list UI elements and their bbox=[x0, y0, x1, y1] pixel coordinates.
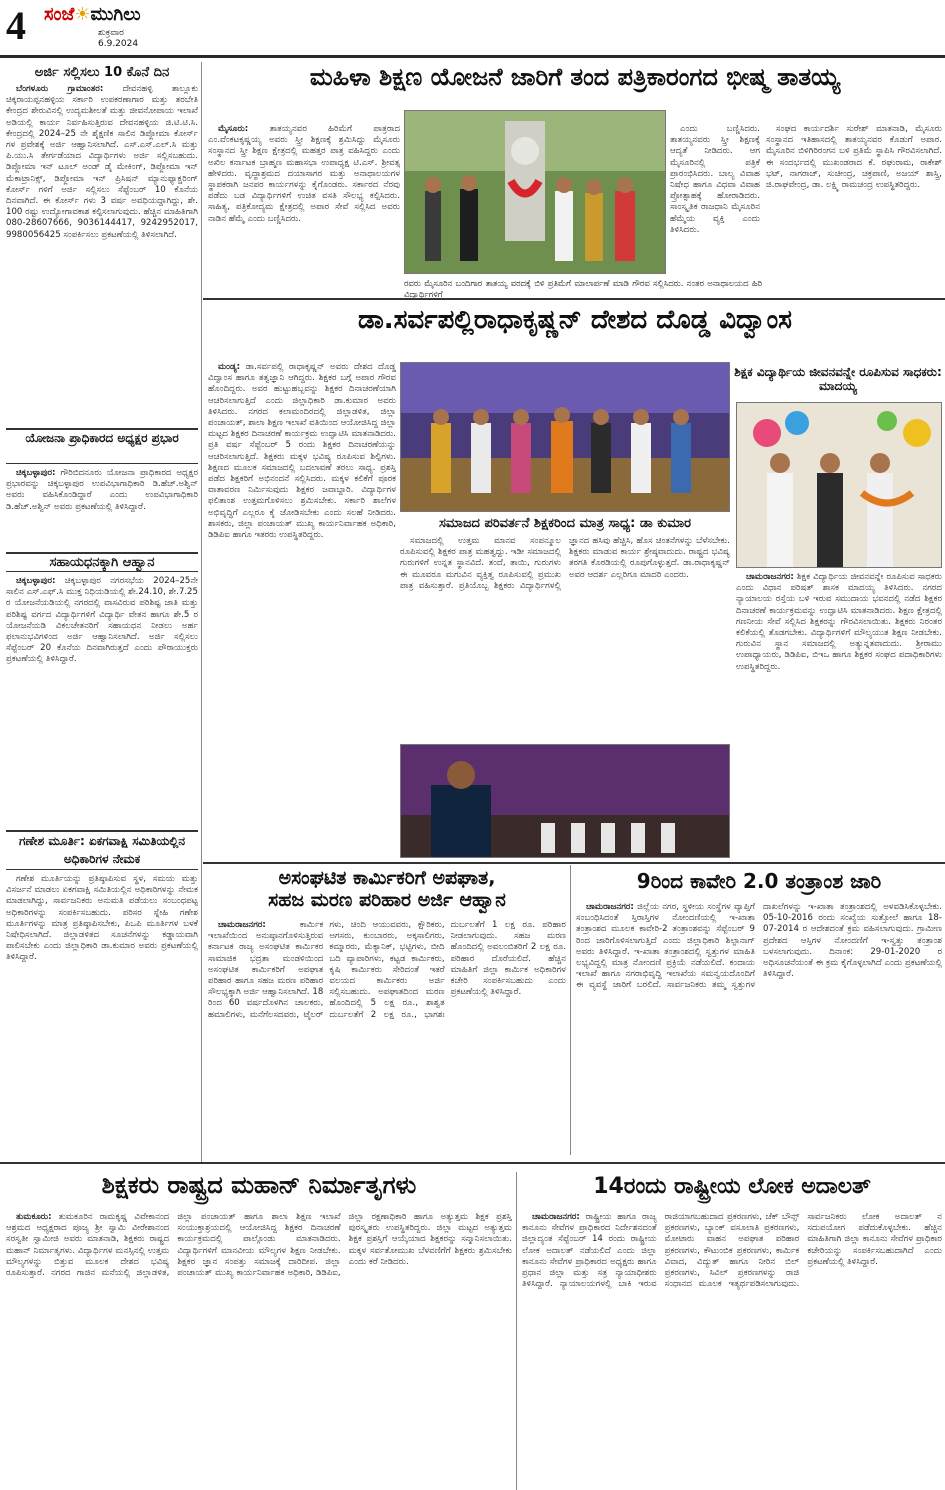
subheadline: ಸಮಾಜದ ಪರಿವರ್ತನೆ ಶಿಕ್ಷಕರಿಂದ ಮಾತ್ರ ಸಾಧ್ಯ: ಡಾ ಕುಮಾರ bbox=[438, 516, 692, 531]
story-text: ಸಮಾಜದಲ್ಲಿ ಉತ್ತಮ ಮಾನವ ಸಂಪನ್ಮೂಲ ರೂಪಿಸುವಲ್ಲಿ ಶಿಕ್ಷಕರ ಪಾತ್ರ ಮಹತ್ವದ್ದು. ಇಡೀ ಸಮಾಜದಲ್ಲಿ ಗುರುಗಳಿಗೆ ಉನ್ನತ ಸ್ಥಾನವಿದೆ. ತಂದೆ, ತಾಯಿ, ಗುರುಗಳು ಈ ಮೂವರೂ ಮಗುವಿನ ವ್ಯಕ್ತಿತ್ವ ರೂಪಿಸುವಲ್ಲಿ ಪ್ರಮುಖ ಪಾತ್ರ ವಹಿಸುತ್ತಾರೆ. ಪ್ರತಿಯೊಬ್ಬ ಶಿಕ್ಷಕರು ವಿದ್ಯಾರ್ಥಿಗಳಲ್ಲಿ ಜ್ಞಾನದ ಹಸಿವು ಹೆಚ್ಚಿಸಿ, ಹೊಸ ಚಿಂತನೆಗಳನ್ನು ಬೆಳೆಸಬೇಕು. ಶಿಕ್ಷಕರು ಮಾಡುವ ಕಾರ್ಯ ಶ್ರೇಷ್ಠವಾದುದು. ರಾಷ್ಟ್ರದ ಭವಿಷ್ಯ ತರಗತಿ ಕೊಠಡಿಯಲ್ಲಿ ರೂಪುಗೊಳ್ಳುತ್ತದೆ. ಡಾ.ರಾಧಾಕೃಷ್ಣನ್ ಅವರ ಆದರ್ಶ ಎಲ್ಲರಿಗೂ ಮಾದರಿ ಎಂದರು. bbox=[400, 536, 730, 591]
story-text: ಸಂಘದ ಕಾರ್ಯದರ್ಶಿ ಸುರೇಶ್ ಮಾತನಾಡಿ, ಮೈಸೂರು ಸಂಸ್ಥಾನದ ಇತಿಹಾಸದಲ್ಲಿ ತಾತಯ್ಯನವರ ಕೊಡುಗೆ ಅಪಾರ. ಮೈಸೂರಿನ ಬಿಳಿಗಿರಿರಂಗನ ಬಳಿ ಪ್ರತಿಮೆ ಸ್ಥಾಪಿಸಿ ಗೌರವಿಸಲಾಗಿದೆ. ಈ ಸಂದರ್ಭದಲ್ಲಿ ಮುಖಂಡರಾದ ಕೆ. ರಘುರಾಮ, ರಾಕೇಶ್ ಭಟ್, ನಾಗರಾಜ್, ಸುಚೀಂದ್ರ, ಚಕ್ರಪಾಣಿ, ಅಜಯ್ ಶಾಸ್ತ್ರಿ, ಜಿ.ರಾಘವೇಂದ್ರ, ಡಾ. ಲಕ್ಷ್ಮಿ ರಾಮಚಂದ್ರ ಉಪಸ್ಥಿತರಿದ್ದರು. bbox=[766, 124, 942, 191]
issue-date: 6.9.2024 bbox=[98, 39, 139, 49]
story-text: ಶಿಕ್ಷಕ ವಿದ್ಯಾರ್ಥಿಯ ಜೀವನವನ್ನೇ ರೂಪಿಸುವ ಸಾಧಕರು ಎಂದು ವಿಧಾನ ಪರಿಷತ್ ಶಾಸಕ ಮಾದಯ್ಯ ತಿಳಿಸಿದರು. ನಗರದ ನ್ಯಾಯಾಲಯ ರಸ್ತೆಯ ಬಳಿ ಇರುವ ಸಮುದಾಯ ಭವನದಲ್ಲಿ ನಡೆದ ಶಿಕ್ಷಕರ ದಿನಾಚರಣೆ ಕಾರ್ಯಕ್ರಮವನ್ನು ಉದ್ಘಾಟಿಸಿ ಮಾತನಾಡಿದರು. ಶಿಕ್ಷಣ ಕ್ಷೇತ್ರದಲ್ಲಿ ಗಣನೀಯ ಸೇವೆ ಸಲ್ಲಿಸಿದ ಶಿಕ್ಷಕರನ್ನು ಗೌರವಿಸಲಾಯಿತು. ಶಿಕ್ಷಕರು ನಿರಂತರ ಕಲಿಕೆಯಲ್ಲಿ ತೊಡಗಬೇಕು. ವಿದ್ಯಾರ್ಥಿಗಳಿಗೆ ಮೌಲ್ಯಯುತ ಶಿಕ್ಷಣ ನೀಡಬೇಕು. ಗುರುವಿನ ಸ್ಥಾನ ಸಮಾಜದಲ್ಲಿ ಅತ್ಯುನ್ನತವಾದುದು. ಶ್ರೀರಾಮು ಉಪಾಧ್ಯಾಯರು, ಡಿಡಿಪಿಐ, ಬಿಇಒ ಹಾಗೂ ಶಿಕ್ಷಕರ ಸಂಘದ ಪದಾಧಿಕಾರಿಗಳು ಉಪಸ್ಥಿತರಿದ್ದರು. bbox=[736, 572, 942, 672]
event-photo bbox=[404, 110, 666, 274]
side-headline: ಶಿಕ್ಷಕ ವಿದ್ಯಾರ್ಥಿಯ ಜೀವನವನ್ನೇ ರೂಪಿಸುವ ಸಾಧಕರು: ಮಾದಯ್ಯ bbox=[734, 365, 942, 393]
story-text: ತಾತಯ್ಯನವರ ಹಿರಿಮೆಗೆ ಪಾತ್ರರಾದ ಎಂ.ವೆಂಕಟಕೃಷ್ಣಯ್ಯ ಅವರು ಸ್ತ್ರೀ ಶಿಕ್ಷಣಕ್ಕೆ ಶ್ರಮಿಸಿದ್ದು ಮೈಸೂರು ಸಂಸ್ಥಾನದ ಸ್ತ್ರೀ ಶಿಕ್ಷಣ ಕ್ಷೇತ್ರದಲ್ಲಿ ಮಹತ್ತರ ಪಾತ್ರ ವಹಿಸಿದ್ದರು ಎಂದು ಅಖಿಲ ಕರ್ನಾಟಕ ಬ್ರಾಹ್ಮಣ ಮಹಾಸಭಾ ಉಪಾಧ್ಯಕ್ಷ ಟಿ.ಎಸ್. ಶ್ರೀವತ್ಸ ಹೇಳಿದರು. ವೃದ್ಧಾಶ್ರಮದ ದಯಾಸಾಗರ ಮತ್ತು ಅನಾಥಾಲಯಗಳ ಸ್ಥಾಪಕರಾಗಿ ಜನಪರ ಕಾರ್ಯಗಳನ್ನು ಕೈಗೊಂಡರು. ಸರ್ಕಾರದ ನೆರವು ಪಡೆದು ಬಡ ವಿದ್ಯಾರ್ಥಿಗಳಿಗೆ ಉಚಿತ ವಸತಿ ಸೌಲಭ್ಯ ಕಲ್ಪಿಸಿದರು. ಸಾಹಿತ್ಯ, ಪತ್ರಿಕೋದ್ಯಮ ಕ್ಷೇತ್ರದಲ್ಲಿ ಅಪಾರ ಸೇವೆ ಸಲ್ಲಿಸಿದ ಅವರು ನಾಡಿನ ಹೆಮ್ಮೆ ಎಂದು ಬಣ್ಣಿಸಿದರು. bbox=[208, 124, 400, 224]
headline bbox=[208, 868, 566, 912]
column-rule bbox=[201, 62, 202, 1162]
dateline: ಮೈಸೂರು: bbox=[218, 124, 249, 134]
headline: 9ರಿಂದ ಕಾವೇರಿ 2.0 ತಂತ್ರಾಂಶ ಜಾರಿ bbox=[636, 869, 882, 893]
story-body bbox=[6, 576, 198, 756]
story-body bbox=[6, 468, 198, 548]
dateline: ಬೆಂಗಳೂರು ಗ್ರಾಮಾಂತರ: bbox=[16, 84, 104, 94]
dateline: ಚಿಕ್ಕಬಳ್ಳಾಪುರ: bbox=[16, 468, 56, 478]
masthead bbox=[0, 0, 945, 58]
story-text: ಚಿಕ್ಕಬಳ್ಳಾಪುರ ನಗರಸಭೆಯ 2024–25ನೇ ಸಾಲಿನ ಎಸ್.ಎಫ್.ಸಿ ಮುಕ್ತ ನಿಧಿಯಡಿಯಲ್ಲಿ ಶೇ.24.10, ಶೇ.7.25 ರ ಯೋಜನೆಯಡಿಯಲ್ಲಿ ನಗರದಲ್ಲಿ ವಾಸವಿರುವ ಪರಿಶಿಷ್ಟ ಜಾತಿ ಮತ್ತು ಪರಿಶಿಷ್ಟ ವರ್ಗದ ವಿದ್ಯಾರ್ಥಿಗಳಿಗೆ ವಿದ್ಯಾರ್ಥಿ ವೇತನ ಹಾಗೂ ಶೇ.5 ರ ಯೋಜನೆಯಡಿ ವಿಕಲಚೇತನರಿಗೆ ಸಹಾಯಧನ ನೀಡಲು ಅರ್ಹ ಫಲಾನುಭವಿಗಳಿಂದ ಅರ್ಜಿ ಆಹ್ವಾನಿಸಲಾಗಿದೆ. ಅರ್ಜಿ ಸಲ್ಲಿಸಲು ಸೆಪ್ಟೆಂಬರ್ 20 ಕೊನೆಯ ದಿನವಾಗಿರುತ್ತದೆ ಎಂದು ಪೌರಾಯುಕ್ತರು ಪ್ರಕಟಣೆಯಲ್ಲಿ ತಿಳಿಸಿದ್ದಾರೆ. bbox=[6, 576, 198, 665]
story-title: ಸಹಾಯಧನಕ್ಕಾಗಿ ಆಹ್ವಾನ bbox=[6, 552, 198, 572]
story-title: ಗಣೇಶ ಮೂರ್ತಿ: ಏಕಗವಾಕ್ಷಿ ಸಮಿತಿಯಲ್ಲಿನ ಅಧಿಕಾರಿಗಳ ನೇಮಕ bbox=[6, 830, 198, 870]
brand-first: ಸಂಜೆ bbox=[44, 4, 75, 25]
story-text: ಗಣೇಶ ಮೂರ್ತಿಯನ್ನು ಪ್ರತಿಷ್ಠಾಪಿಸುವ ಸ್ಥಳ, ಸಮಯ ಮತ್ತು ವಿಸರ್ಜನೆ ಮಾಡಲು ಏಕಗವಾಕ್ಷಿ ಸಮಿತಿಯಲ್ಲಿನ ಅಧಿಕಾರಿಗಳನ್ನು ನೇಮಕ ಮಾಡಲಾಗಿದ್ದು, ಸಾರ್ವಜನಿಕರು ಅನುಮತಿ ಪಡೆಯಲು ಸಂಬಂಧಪಟ್ಟ ಅಧಿಕಾರಿಗಳನ್ನು ಸಂಪರ್ಕಿಸಬಹುದು. ಪರಿಸರ ಸ್ನೇಹಿ ಗಣೇಶ ಮೂರ್ತಿಗಳನ್ನು ಮಾತ್ರ ಪ್ರತಿಷ್ಠಾಪಿಸಬೇಕು, ಪಿಒಪಿ ಮೂರ್ತಿಗಳ ಬಳಕೆ ನಿಷೇಧಿಸಲಾಗಿದೆ. ಜಿಲ್ಲಾಡಳಿತದ ಸೂಚನೆಗಳನ್ನು ಕಡ್ಡಾಯವಾಗಿ ಪಾಲಿಸಬೇಕು ಎಂದು ಜಿಲ್ಲಾಧಿಕಾರಿ ಡಾ.ಕುಮಾರ ಅವರು ಪ್ರಕಟಣೆಯಲ್ಲಿ ತಿಳಿಸಿದ್ದಾರೆ. bbox=[6, 874, 198, 963]
story-text: ಜಿಲ್ಲೆಯ ನಗರ, ಸ್ಥಳೀಯ ಸಂಸ್ಥೆಗಳ ವ್ಯಾಪ್ತಿಗೆ ಸಂಬಂಧಿಸಿದಂತೆ ಸ್ತಿರಾಸ್ತಿಗಳ ನೋಂದಣಿಯಲ್ಲಿ ಇ-ಖಾತಾ ತಂತ್ರಾಂಶದ ಮೂಲಕ ಕಾವೇರಿ-2 ತಂತ್ರಾಂಶವನ್ನು ಸೆಪ್ಟೆಂಬರ್ 9 ರಿಂದ ಜಾರಿಗೊಳಿಸಲಾಗುತ್ತಿದೆ ಎಂದು ಜಿಲ್ಲಾಧಿಕಾರಿ ಶಿಲ್ಪಾನಾಗ್ ಅವರು ತಿಳಿಸಿದ್ದಾರೆ. ಇ-ಖಾತಾ ತಂತ್ರಾಂಶದಲ್ಲಿ ಸ್ವತ್ತುಗಳ ಮಾಹಿತಿ ಲಭ್ಯವಿದ್ದಲ್ಲಿ ಮಾತ್ರ ನೋಂದಣಿ ಪ್ರಕ್ರಿಯೆ ನಡೆಯಲಿದೆ. ಕಂದಾಯ ಇಲಾಖೆ ಹಾಗೂ ನಗರಾಭಿವೃದ್ಧಿ ಇಲಾಖೆಯ ಸಮನ್ವಯದೊಂದಿಗೆ ಈ ವ್ಯವಸ್ಥೆ ಜಾರಿಗೆ ಬರಲಿದೆ. ಸಾರ್ವಜನಿಕರು ತಮ್ಮ ಸ್ವತ್ತುಗಳ ದಾಖಲೆಗಳನ್ನು ಇ-ಖಾತಾ ತಂತ್ರಾಂಶದಲ್ಲಿ ಅಳವಡಿಸಿಕೊಳ್ಳಬೇಕು. 05-10-2016 ರಂದು ಸಂಖ್ಯೆಯ ಸುತ್ತೋಲೆ ಹಾಗೂ 18-07-2014 ರ ಆದೇಶದಂತೆ ಕ್ರಮ ವಹಿಸಲಾಗುವುದು. ಗ್ರಾಮೀಣ ಪ್ರದೇಶದ ಆಸ್ತಿಗಳ ನೋಂದಣಿಗೆ ಇ-ಸ್ವತ್ತು ತಂತ್ರಾಂಶ ಬಳಸಲಾಗುವುದು. ದಿನಾಂಕ: 29-01-2020 ರ ಅಧಿಸೂಚನೆಯಂತೆ ಈ ಕ್ರಮ ಕೈಗೊಳ್ಳಲಾಗಿದೆ ಎಂದು ಪ್ರಕಟಣೆಯಲ್ಲಿ ತಿಳಿಸಿದ್ದಾರೆ. bbox=[576, 902, 942, 991]
story-body bbox=[6, 1212, 512, 1486]
headline: ಶಿಕ್ಷಕರು ರಾಷ್ಟ್ರದ ಮಹಾನ್ ನಿರ್ಮಾತೃಗಳು bbox=[101, 1171, 417, 1199]
dateline-box bbox=[98, 28, 138, 50]
photo-teachers-day-stage bbox=[401, 363, 730, 512]
story-body bbox=[6, 874, 198, 1156]
story-body bbox=[6, 84, 198, 386]
headline-line: ಸಹಜ ಮರಣ ಪರಿಹಾರ ಅರ್ಜಿ ಆಹ್ವಾನ bbox=[268, 888, 506, 911]
headline: ಮಹಿಳಾ ಶಿಕ್ಷಣ ಯೋಜನೆ ಜಾರಿಗೆ ತಂದ ಪತ್ರಿಕಾರಂಗದ ಭೀಷ್ಮ ತಾತಯ್ಯ bbox=[309, 63, 841, 91]
story-body bbox=[576, 902, 942, 1156]
story-text: ಡಾ.ಸರ್ವಪಲ್ಲಿ ರಾಧಾಕೃಷ್ಣನ್ ಅವರು ದೇಶದ ದೊಡ್ಡ ವಿದ್ವಾಂಸ ಹಾಗೂ ತತ್ವಜ್ಞಾನಿ ಆಗಿದ್ದರು. ಶಿಕ್ಷಕರ ಬಗ್ಗೆ ಅಪಾರ ಗೌರವ ಹೊಂದಿದ್ದರು. ಅವರ ಹುಟ್ಟುಹಬ್ಬವನ್ನು ಶಿಕ್ಷಕರ ದಿನಾಚರಣೆಯಾಗಿ ಆಚರಿಸಲಾಗುತ್ತಿದೆ ಎಂದು ಜಿಲ್ಲಾಧಿಕಾರಿ ಡಾ.ಕುಮಾರ ಅವರು ತಿಳಿಸಿದರು. ನಗರದ ಕಲಾಮಂದಿರದಲ್ಲಿ ಜಿಲ್ಲಾಡಳಿತ, ಜಿಲ್ಲಾ ಪಂಚಾಯತ್, ಶಾಲಾ ಶಿಕ್ಷಣ ಇಲಾಖೆ ವತಿಯಿಂದ ಆಯೋಜಿಸಿದ್ದ ಜಿಲ್ಲಾ ಮಟ್ಟದ ಶಿಕ್ಷಕರ ದಿನಾಚರಣೆ ಕಾರ್ಯಕ್ರಮ ಉದ್ಘಾಟಿಸಿ ಮಾತನಾಡಿದರು. ಪ್ರತಿ ವರ್ಷ ಸೆಪ್ಟೆಂಬರ್ 5 ರಂದು ಶಿಕ್ಷಕರ ದಿನಾಚರಣೆಯನ್ನು ಆಚರಿಸಲಾಗುತ್ತಿದೆ. ಶಿಕ್ಷಕರು ಮಕ್ಕಳ ಭವಿಷ್ಯ ರೂಪಿಸುವ ಶಿಲ್ಪಿಗಳು. ಶಿಕ್ಷಣದ ಮೂಲಕ ಸಮಾಜದಲ್ಲಿ ಬದಲಾವಣೆ ತರಲು ಸಾಧ್ಯ. ಪ್ರಶಸ್ತಿ ಪಡೆದ ಶಿಕ್ಷಕರಿಗೆ ಅಭಿನಂದನೆ ಸಲ್ಲಿಸಿದರು. ಮಕ್ಕಳ ಕಲಿಕೆಗೆ ಪೂರಕ ವಾತಾವರಣ ನಿರ್ಮಿಸುವುದು ಶಿಕ್ಷಕರ ಜವಾಬ್ದಾರಿ. ವಿದ್ಯಾರ್ಥಿಗಳ ಫಲಿತಾಂಶ ಉತ್ತಮಗೊಳಿಸಲು ಶ್ರಮಿಸಬೇಕು. ಸರ್ಕಾರಿ ಶಾಲೆಗಳ ಅಭಿವೃದ್ಧಿಗೆ ಎಲ್ಲರೂ ಕೈ ಜೋಡಿಸಬೇಕು ಎಂದು ಸಲಹೆ ನೀಡಿದರು. ಶಾಸಕರು, ಜಿಲ್ಲಾ ಪಂಚಾಯತ್ ಮುಖ್ಯ ಕಾರ್ಯನಿರ್ವಾಹಕ ಅಧಿಕಾರಿ, ಡಿಡಿಪಿಐ ಹಾಗೂ ಇತರರು ಉಪಸ್ಥಿತರಿದ್ದರು. bbox=[208, 362, 396, 541]
section-rule bbox=[203, 298, 945, 300]
dateline: ಚಾಮರಾಜನಗರ: bbox=[218, 920, 266, 930]
section-rule bbox=[203, 862, 945, 864]
story-body bbox=[208, 362, 396, 858]
column-rule bbox=[516, 1172, 517, 1490]
event-photo bbox=[400, 744, 730, 858]
story-body bbox=[670, 124, 760, 274]
event-photo bbox=[400, 362, 730, 512]
story-body bbox=[400, 536, 730, 740]
headline: 14ರಂದು ರಾಷ್ಟ್ರೀಯ ಲೋಕ ಅದಾಲತ್ bbox=[593, 1174, 871, 1199]
photo-garlanded-statue bbox=[405, 111, 666, 274]
story-text: ತುಮಕೂರಿನ ರಾಮಕೃಷ್ಣ ವಿವೇಕಾನಂದ ಆಶ್ರಮದ ಅಧ್ಯಕ್ಷರಾದ ಪೂಜ್ಯ ಶ್ರೀ ಸ್ವಾಮಿ ವೀರೇಶಾನಂದ ಸರಸ್ವತೀ ಸ್ವಾಮೀಜಿ ಅವರು ಮಾತನಾಡಿ, ಶಿಕ್ಷಕರು ರಾಷ್ಟ್ರದ ಮಹಾನ್ ನಿರ್ಮಾತೃಗಳು. ವಿದ್ಯಾರ್ಥಿಗಳ ಮನಸ್ಸಿನಲ್ಲಿ ಉತ್ತಮ ಮೌಲ್ಯಗಳನ್ನು ಬಿತ್ತುವ ಮೂಲಕ ದೇಶದ ಭವಿಷ್ಯ ರೂಪಿಸುತ್ತಾರೆ. ನಗರದ ಗಾಜಿನ ಮನೆಯಲ್ಲಿ ಜಿಲ್ಲಾಡಳಿತ, ಜಿಲ್ಲಾ ಪಂಚಾಯತ್ ಹಾಗೂ ಶಾಲಾ ಶಿಕ್ಷಣ ಇಲಾಖೆ ಸಂಯುಕ್ತಾಶ್ರಯದಲ್ಲಿ ಆಯೋಜಿಸಿದ್ದ ಶಿಕ್ಷಕರ ದಿನಾಚರಣೆ ಕಾರ್ಯಕ್ರಮದಲ್ಲಿ ಪಾಲ್ಗೊಂಡು ಮಾತನಾಡಿದರು. ವಿದ್ಯಾರ್ಥಿಗಳಿಗೆ ಮಾನವೀಯ ಮೌಲ್ಯಗಳ ಶಿಕ್ಷಣ ನೀಡಬೇಕು. ಶಿಕ್ಷಕರ ಜ್ಞಾನ ಸಂಪತ್ತು ಸಮಾಜಕ್ಕೆ ದಾರಿದೀಪ. ಜಿಲ್ಲಾ ಪಂಚಾಯತ್ ಮುಖ್ಯ ಕಾರ್ಯನಿರ್ವಾಹಕ ಅಧಿಕಾರಿ, ಡಿಡಿಪಿಐ, ಜಿಲ್ಲಾ ರಕ್ಷಣಾಧಿಕಾರಿ ಹಾಗೂ ಅತ್ಯುತ್ತಮ ಶಿಕ್ಷಕ ಪ್ರಶಸ್ತಿ ಪುರಸ್ಕೃತರು ಉಪಸ್ಥಿತರಿದ್ದರು. ಜಿಲ್ಲಾ ಮಟ್ಟದ ಅತ್ಯುತ್ತಮ ಶಿಕ್ಷಕ ಪ್ರಶಸ್ತಿಗೆ ಆಯ್ಕೆಯಾದ ಶಿಕ್ಷಕರನ್ನು ಸನ್ಮಾನಿಸಲಾಯಿತು. ಮಕ್ಕಳ ಸರ್ವತೋಮುಖ ಬೆಳವಣಿಗೆಗೆ ಶಿಕ್ಷಕರು ಶ್ರಮಿಸಬೇಕು ಎಂದು ಕರೆ ನೀಡಿದರು. bbox=[6, 1212, 512, 1279]
brand-logo bbox=[44, 4, 141, 25]
photo-felicitation bbox=[737, 403, 942, 568]
brand-second: ಮುಗಿಲು bbox=[90, 4, 141, 25]
story-title: ಅರ್ಜಿ ಸಲ್ಲಿಸಲು 10 ಕೊನೆ ದಿನ bbox=[34, 65, 170, 80]
photo-caption: ರವರು ಮೈಸೂರಿನ ಬಂದಿಗಾರ ತಾತಯ್ಯ ವರದಕ್ಕೆ ಬಿಳಿ ಪ್ರತಿಮೆಗೆ ಮಾಲಾರ್ಪಣೆ ಮಾಡಿ ಗೌರವ ಸಲ್ಲಿಸಿದರು. ನಂತರ ಅನಾಥಾಲಯದ ಹಿರಿ ವಿದ್ಯಾರ್ಥಿಗಳಿಗೆ bbox=[404, 278, 762, 298]
story-text: ಕಾರ್ಮಿಕ ಇಲಾಖೆಯಿಂದ ಅನುಷ್ಠಾನಗೊಳಿಸುತ್ತಿರುವ ಕರ್ನಾಟಕ ರಾಜ್ಯ ಅಸಂಘಟಿತ ಕಾರ್ಮಿಕರ ಸಾಮಾಜಿಕ ಭದ್ರತಾ ಮಂಡಳಿಯಿಂದ ಅಸಂಘಟಿತ ಕಾರ್ಮಿಕರಿಗೆ ಅಪಘಾತ ಪರಿಹಾರ ಹಾಗೂ ಸಹಜ ಮರಣ ಪರಿಹಾರ ಸೌಲಭ್ಯಕ್ಕಾಗಿ ಅರ್ಜಿ ಆಹ್ವಾನಿಸಲಾಗಿದೆ. 18 ರಿಂದ 60 ವರ್ಷದೊಳಗಿನ ಚಾಲಕರು, ಹಮಾಲಿಗಳು, ಮನೆಗೆಲಸದವರು, ಟೈಲರ್ ಗಳು, ಚಿಂದಿ ಆಯುವವರು, ಕ್ಷೌರಿಕರು, ಅಗಸರು, ಕುಂಬಾರರು, ಅಕ್ಕಸಾಲಿಗರು, ಕಮ್ಮಾರರು, ಮೆಕ್ಯಾನಿಕ್, ಭಟ್ಟಿಗಳು, ಬೀದಿ ಬದಿ ವ್ಯಾಪಾರಿಗಳು, ಕಟ್ಟಡ ಕಾರ್ಮಿಕರು, ಕೃಷಿ ಕಾರ್ಮಿಕರು ಸೇರಿದಂತೆ ಇತರೆ ವಲಯದ ಕಾರ್ಮಿಕರು ಅರ್ಜಿ ಸಲ್ಲಿಸಬಹುದು. ಅಪಘಾತದಿಂದ ಮರಣ ಹೊಂದಿದಲ್ಲಿ 5 ಲಕ್ಷ ರೂ., ಶಾಶ್ವತ ದುರ್ಬಲತೆಗೆ 2 ಲಕ್ಷ ರೂ., ಭಾಗಶಃ ದುರ್ಬಲತೆಗೆ 1 ಲಕ್ಷ ರೂ. ಪರಿಹಾರ ನೀಡಲಾಗುವುದು. ಸಹಜ ಮರಣ ಹೊಂದಿದಲ್ಲಿ ಅವಲಂಬಿತರಿಗೆ 2 ಲಕ್ಷ ರೂ. ಪರಿಹಾರ ದೊರೆಯಲಿದೆ. ಹೆಚ್ಚಿನ ಮಾಹಿತಿಗೆ ಜಿಲ್ಲಾ ಕಾರ್ಮಿಕ ಅಧಿಕಾರಿಗಳ ಕಚೇರಿ ಸಂಪರ್ಕಿಸಬಹುದು ಎಂದು ಪ್ರಕಟಣೆಯಲ್ಲಿ ತಿಳಿಸಿದ್ದಾರೆ. bbox=[208, 920, 566, 1020]
dateline: ಚಾಮರಾಜನಗರ: bbox=[586, 902, 634, 912]
dateline: ಚಾಮರಾಜನಗರ: bbox=[746, 572, 794, 582]
dateline: ತುಮಕೂರು: bbox=[16, 1212, 52, 1222]
weekday: ಶುಕ್ರವಾರ bbox=[98, 28, 124, 38]
story-body bbox=[522, 1212, 942, 1486]
dateline: ಚಾಮರಾಜನಗರ: bbox=[532, 1212, 580, 1222]
story-text: ರಾಷ್ಟ್ರೀಯ ಹಾಗೂ ರಾಜ್ಯ ಕಾನೂನು ಸೇವೆಗಳ ಪ್ರಾಧಿಕಾರದ ನಿರ್ದೇಶನದಂತೆ ಜಿಲ್ಲಾದ್ಯಂತ ಸೆಪ್ಟೆಂಬರ್ 14 ರಂದು ರಾಷ್ಟ್ರೀಯ ಲೋಕ ಅದಾಲತ್ ನಡೆಯಲಿದೆ ಎಂದು ಜಿಲ್ಲಾ ಕಾನೂನು ಸೇವೆಗಳ ಪ್ರಾಧಿಕಾರದ ಅಧ್ಯಕ್ಷರು ಹಾಗೂ ಪ್ರಧಾನ ಜಿಲ್ಲಾ ಮತ್ತು ಸತ್ರ ನ್ಯಾಯಾಧೀಶರು ತಿಳಿಸಿದ್ದಾರೆ. ನ್ಯಾಯಾಲಯಗಳಲ್ಲಿ ಬಾಕಿ ಇರುವ ರಾಜಿಯಾಗಬಹುದಾದ ಪ್ರಕರಣಗಳು, ಚೆಕ್ ಬೌನ್ಸ್ ಪ್ರಕರಣಗಳು, ಬ್ಯಾಂಕ್ ವಸೂಲಾತಿ ಪ್ರಕರಣಗಳು, ಮೋಟಾರು ವಾಹನ ಅಪಘಾತ ಪರಿಹಾರ ಪ್ರಕರಣಗಳು, ಕೌಟುಂಬಿಕ ಪ್ರಕರಣಗಳು, ಕಾರ್ಮಿಕ ವಿವಾದ, ವಿದ್ಯುತ್ ಹಾಗೂ ನೀರಿನ ಬಿಲ್ ಪ್ರಕರಣಗಳು, ಸಿವಿಲ್ ಪ್ರಕರಣಗಳನ್ನು ರಾಜಿ ಸಂಧಾನದ ಮೂಲಕ ಇತ್ಯರ್ಥಪಡಿಸಲಾಗುವುದು. ಸಾರ್ವಜನಿಕರು ಲೋಕ ಅದಾಲತ್ ನ ಸದುಪಯೋಗ ಪಡೆದುಕೊಳ್ಳಬೇಕು. ಹೆಚ್ಚಿನ ಮಾಹಿತಿಗಾಗಿ ಜಿಲ್ಲಾ ಕಾನೂನು ಸೇವೆಗಳ ಪ್ರಾಧಿಕಾರ ಕಚೇರಿಯನ್ನು ಸಂಪರ್ಕಿಸಬಹುದಾಗಿದೆ ಎಂದು ಪ್ರಕಟಣೆಯಲ್ಲಿ ತಿಳಿಸಿದ್ದಾರೆ. bbox=[522, 1212, 942, 1290]
section-rule bbox=[0, 1162, 945, 1164]
photo-speaker bbox=[401, 745, 730, 858]
column-rule bbox=[570, 865, 571, 1155]
story-body bbox=[208, 920, 566, 1156]
story-body bbox=[208, 124, 400, 274]
page-number: 4 bbox=[6, 3, 26, 48]
sun-icon: ☀ bbox=[74, 4, 91, 25]
headline-line: ಅಸಂಘಟಿತ ಕಾರ್ಮಿಕರಿಗೆ ಅಪಘಾತ, bbox=[278, 867, 496, 889]
story-text: ಎಂದು ಬಣ್ಣಿಸಿದರು. ತಾತಯ್ಯನವರು ಸ್ತ್ರೀ ಶಿಕ್ಷಣಕ್ಕೆ ಆದ್ಯತೆ ನೀಡಿದರು. ಆಗ ಮೈಸೂರಿನಲ್ಲಿ ಪತ್ರಿಕೆ ಪ್ರಾರಂಭಿಸಿದರು. ಬಾಲ್ಯ ವಿವಾಹ ನಿಷೇಧ ಹಾಗೂ ವಿಧವಾ ವಿವಾಹ ಪ್ರೋತ್ಸಾಹಕ್ಕೆ ಹೋರಾಡಿದರು. ಸಾಂಸ್ಕೃತಿಕ ರಾಜಧಾನಿ ಮೈಸೂರಿನ ಹೆಮ್ಮೆಯ ವ್ಯಕ್ತಿ ಎಂದು ತಿಳಿಸಿದರು. bbox=[670, 124, 760, 235]
story-text: ದೇವನಹಳ್ಳಿ ತಾಲ್ಲೂಕು ಚಿಕ್ಕರಾಯಪ್ಪನಹಳ್ಳಿಯ ಸರ್ಕಾರಿ ಉಪಕರಣಾಗಾರ ಮತ್ತು ತರಬೇತಿ ಕೇಂದ್ರದ ಶೇರುವಿನಲ್ಲಿ ಉದ್ಯಮಶೀಲತೆ ಮತ್ತು ಜೀವನೋಪಾಯ ಇಲಾಖೆ ಅಡಿಯಲ್ಲಿ ಕಾರ್ಯ ನಿರ್ವಹಿಸುತ್ತಿರುವ ದೇವನಹಳ್ಳಿಯ ಜಿ.ಟಿ.ಟಿ.ಸಿ. ಕೇಂದ್ರದಲ್ಲಿ 2024–25 ನೇ ಶೈಕ್ಷಣಿಕ ಸಾಲಿನ ಡಿಪ್ಲೋಮಾ ಕೋರ್ಸ್ ಗಳ ಪ್ರವೇಶಕ್ಕೆ ಅರ್ಜಿ ಆಹ್ವಾನಿಸಲಾಗಿದೆ. ಎಸ್.ಎಸ್.ಎಲ್.ಸಿ ಮತ್ತು ಪಿ.ಯು.ಸಿ ತೇರ್ಗಡೆಯಾದ ವಿದ್ಯಾರ್ಥಿಗಳು ಅರ್ಜಿ ಸಲ್ಲಿಸಬಹುದು. ಡಿಪ್ಲೋಮಾ ಇನ್ ಟೂಲ್ ಅಂಡ್ ಡೈ ಮೇಕಿಂಗ್, ಡಿಪ್ಲೋಮಾ ಇನ್ ಮೆಕಾಟ್ರಾನಿಕ್ಸ್, ಡಿಪ್ಲೋಮಾ ಇನ್ ಪ್ರಿಸಿಷನ್ ಮ್ಯಾನುಫ್ಯಾಕ್ಚರಿಂಗ್ ಕೋರ್ಸ್ ಗಳಿಗೆ ಅರ್ಜಿ ಸಲ್ಲಿಸಲು ಸೆಪ್ಟೆಂಬರ್ 10 ಕೊನೆಯ ದಿನವಾಗಿದೆ. ಈ ಕೋರ್ಸ್ ಗಳು 3 ವರ್ಷ ಅವಧಿಯದ್ದಾಗಿದ್ದು, ಶೇ. 100 ರಷ್ಟು ಉದ್ಯೋಗಾವಕಾಶ ಕಲ್ಪಿಸಲಾಗುವುದು. ಹೆಚ್ಚಿನ ಮಾಹಿತಿಗಾಗಿ 080-28607666, 9036144417, 9242952017, 9980056425 ಸಂಪರ್ಕಿಸಲು ಪ್ರಕಟಣೆಯಲ್ಲಿ ತಿಳಿಸಲಾಗಿದೆ. bbox=[6, 84, 198, 240]
story-title: ಯೋಜನಾ ಪ್ರಾಧಿಕಾರದ ಅಧ್ಯಕ್ಷರ ಪ್ರಭಾರ bbox=[6, 428, 198, 464]
dateline: ಮಂಡ್ಯ: bbox=[218, 362, 241, 372]
event-photo bbox=[736, 402, 942, 568]
dateline: ಚಿಕ್ಕಬಳ್ಳಾಪುರ: bbox=[16, 576, 56, 586]
story-body bbox=[766, 124, 942, 294]
story-text: ಗೌರಿಬಿದನೂರು ಯೋಜನಾ ಪ್ರಾಧಿಕಾರದ ಅಧ್ಯಕ್ಷರ ಪ್ರಭಾರವನ್ನು ಚಿಕ್ಕಬಳ್ಳಾಪುರ ಉಪವಿಭಾಗಾಧಿಕಾರಿ ಡಿ.ಹೆಚ್.ಅಶ್ವಿನ್ ಅವರು ವಹಿಸಿಕೊಂಡಿದ್ದಾರೆ ಎಂದು ಉಪವಿಭಾಗಾಧಿಕಾರಿ ಡಿ.ಹೆಚ್.ಅಶ್ವಿನ್ ಅವರು ಪ್ರಕಟಣೆಯಲ್ಲಿ ತಿಳಿಸಿದ್ದಾರೆ. bbox=[6, 468, 198, 512]
headline: ಡಾ.ಸರ್ವಪಲ್ಲಿರಾಧಾಕೃಷ್ಣನ್ ದೇಶದ ದೊಡ್ಡ ವಿದ್ವಾಂಸ bbox=[358, 305, 792, 335]
story-body bbox=[736, 572, 942, 858]
